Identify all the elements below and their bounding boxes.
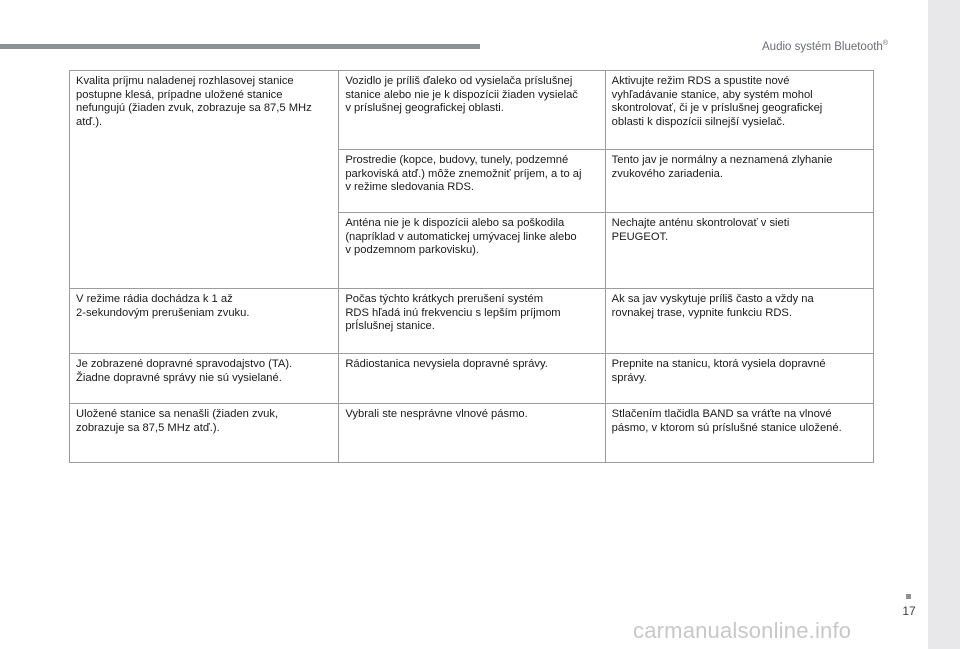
troubleshooting-table [69, 70, 874, 463]
solution-cell [605, 213, 873, 289]
solution-text: Ak sa jav vyskytuje príliš často a vždy na rovnakej trase, vypnite funkciu RDS. [611, 293, 814, 319]
problem-text: Kvalita príjmu naladenej rozhlasovej stanice postupne klesá, prípadne uložené stanice nefungujú (žiaden zvuk, zobrazuje sa 87,5 MHz atď.). [76, 75, 312, 128]
solution-cell [605, 289, 873, 354]
problem-cell [70, 289, 339, 354]
problem-cell [70, 354, 339, 404]
cause-cell [339, 404, 605, 463]
header-rule [0, 44, 480, 49]
problem-text: Je zobrazené dopravné spravodajstvo (TA). Žiadne dopravné správy nie sú vysielané. [76, 358, 293, 384]
table-row [70, 71, 874, 150]
problem-text: V režime rádia dochádza k 1 až 2-sekundovým prerušeniam zvuku. [76, 293, 250, 319]
table-row [70, 354, 874, 404]
solution-cell [605, 404, 873, 463]
page-edge-strip [928, 0, 960, 649]
cause-text: Vozidlo je príliš ďaleko od vysielača príslušnej stanice alebo nie je k dispozícii žiaden vysielač v príslušnej geografickej oblasti. [345, 75, 578, 115]
cause-cell [339, 71, 605, 150]
problem-cell [70, 404, 339, 463]
cause-cell [339, 150, 605, 213]
solution-cell [605, 354, 873, 404]
header-title-text: Audio systém Bluetooth [762, 40, 883, 53]
solution-cell [605, 71, 873, 150]
table-row [70, 404, 874, 463]
cause-cell [339, 213, 605, 289]
section-bullet [906, 594, 911, 599]
solution-cell [605, 150, 873, 213]
watermark: carmanualsonline.info [633, 618, 852, 643]
problem-cell [70, 71, 339, 289]
cause-cell [339, 289, 605, 354]
solution-text: Nechajte anténu skontrolovať v sieti PEUGEOT. [611, 217, 790, 243]
cause-text: Anténa nie je k dispozícii alebo sa poškodila (napríklad v automatickej umývacej linke alebo v podzemnom parkovisku). [345, 217, 577, 257]
page-number: 17 [902, 604, 916, 618]
cause-cell [339, 354, 605, 404]
cause-text: Počas týchto krátkych prerušení systém RDS hľadá inú frekvenciu s lepším príjmom prÍslušnej stanice. [345, 293, 561, 333]
page-header-title [720, 40, 888, 53]
problem-text: Uložené stanice sa nenašli (žiaden zvuk, zobrazuje sa 87,5 MHz atď.). [76, 408, 279, 434]
solution-text: Tento jav je normálny a neznamená zlyhanie zvukového zariadenia. [611, 154, 833, 180]
cause-text: Rádiostanica nevysiela dopravné správy. [345, 358, 548, 370]
solution-text: Aktivujte režim RDS a spustite nové vyhľadávanie stanice, aby systém mohol skontrolovať, či je v príslušnej geografickej oblasti k dispozícii silnejší vysielač. [611, 75, 823, 128]
solution-text: Stlačením tlačidla BAND sa vráťte na vlnové pásmo, v ktorom sú príslušné stanice uložené. [611, 408, 842, 434]
cause-text: Prostredie (kopce, budovy, tunely, podzemné parkoviská atď.) môže znemožniť príjem, a to aj v režime sledovania RDS. [345, 154, 582, 194]
header-title-sup: ® [882, 40, 888, 47]
cause-text: Vybrali ste nesprávne vlnové pásmo. [345, 408, 528, 420]
table-row [70, 289, 874, 354]
solution-text: Prepnite na stanicu, ktorá vysiela dopravné správy. [611, 358, 826, 384]
